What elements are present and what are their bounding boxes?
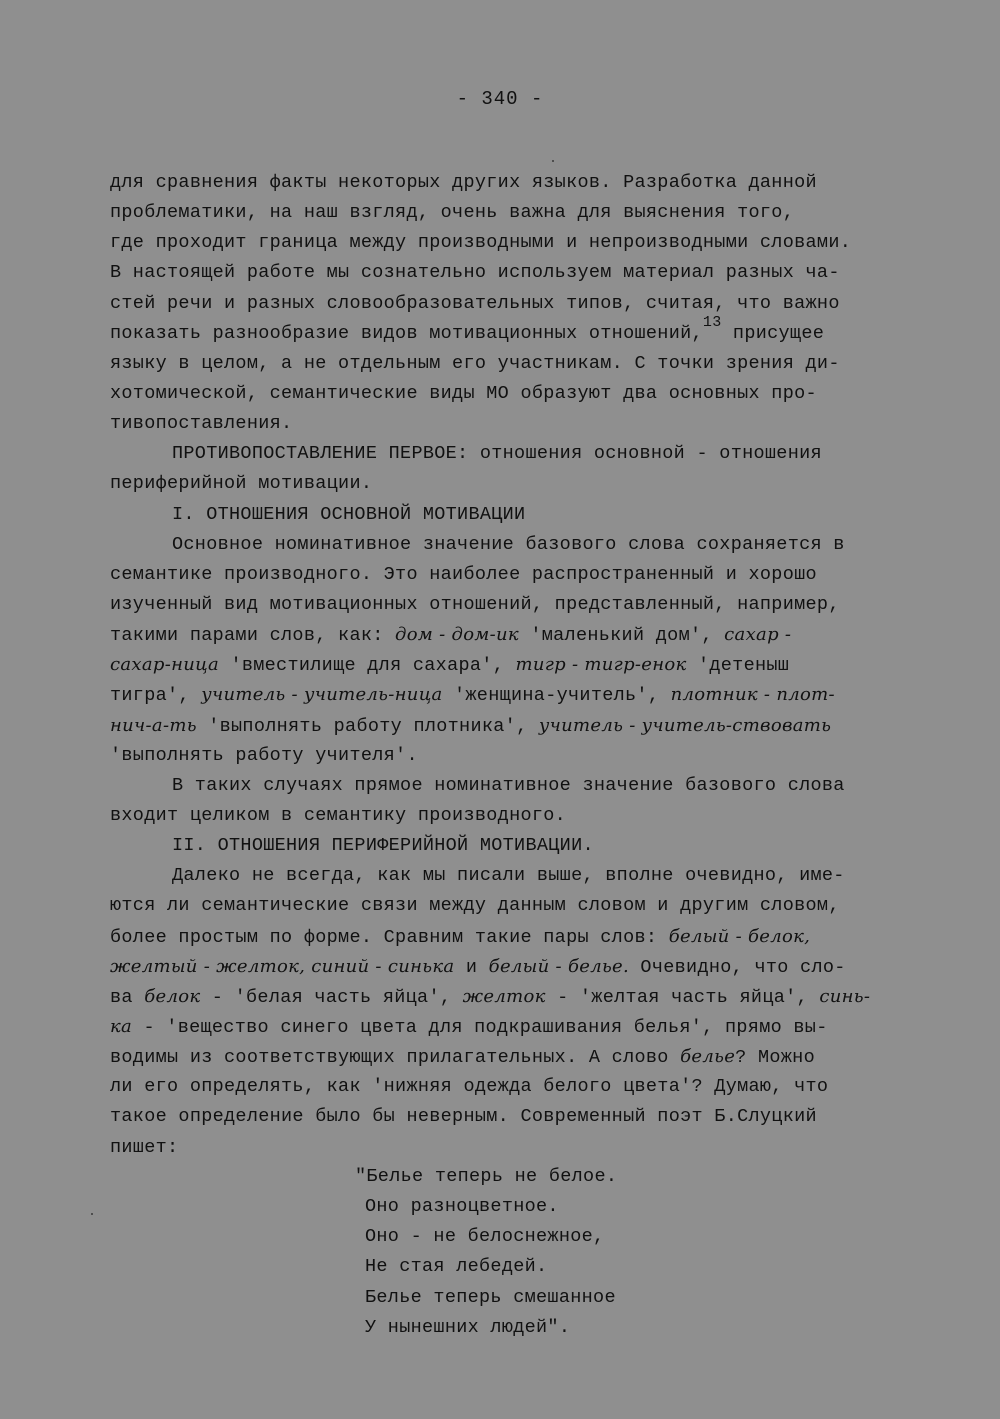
text-segment: 'маленький дом', <box>518 625 725 647</box>
text-line <box>110 1012 900 1042</box>
poem-line: "Белье теперь не белое. <box>355 1166 618 1187</box>
example-word: желтый - желток, синий - синька <box>110 955 455 977</box>
poem-quote <box>355 1162 617 1343</box>
text-line: языку в целом, а не отдельным его участникам. С точки зрения ди- <box>110 352 840 374</box>
text-line: В таких случаях прямое номинативное значение базового слова <box>172 774 845 796</box>
example-word: учитель - учитель-ница <box>201 684 443 706</box>
text-line: периферийной мотивации. <box>110 473 373 495</box>
example-word: сахар - <box>724 624 792 646</box>
text-segment: водимы из соответствующих прилагательных. А слово <box>110 1047 681 1069</box>
text-segment: 'вместилище для сахара', <box>219 655 516 677</box>
text-line: тивопоставления. <box>110 413 293 435</box>
example-word: белок <box>144 985 201 1007</box>
text-line: входит целиком в семантику производного. <box>110 804 567 826</box>
text-line: семантике производного. Это наиболее распространенный и хорошо <box>110 563 817 585</box>
page-number: - 340 - <box>456 88 544 110</box>
body-text <box>110 168 900 1163</box>
text-segment: показать разнообразие видов мотивационных отношений, <box>110 322 703 344</box>
text-line: такое определение было бы неверным. Современный поэт Б.Слуцкий <box>110 1106 817 1128</box>
text-segment: присущее <box>721 322 825 344</box>
example-word: белый - белок, <box>668 925 811 947</box>
section-heading: II. ОТНОШЕНИЯ ПЕРИФЕРИЙНОЙ МОТИВАЦИИ. <box>172 835 594 857</box>
text-segment: более простым по форме. Сравним такие пары слов: <box>110 926 669 948</box>
poem-line: Белье теперь смешанное <box>365 1286 616 1308</box>
text-line: Далеко не всегда, как мы писали выше, вполне очевидно, име- <box>172 865 845 887</box>
poem-line: Оно - не белоснежное, <box>365 1226 605 1248</box>
text-line: стей речи и разных словообразовательных типов, считая, что важно <box>110 292 840 314</box>
text-line: ются ли семантические связи между данным словом и другим словом, <box>110 895 840 917</box>
poem-line: У нынешних людей". <box>365 1316 571 1338</box>
text-line: проблематики, на наш взгляд, очень важна для выяснения того, <box>110 202 795 224</box>
text-segment: и <box>454 956 489 978</box>
text-line: Основное номинативное значение базового слова сохраняется в <box>172 533 845 555</box>
text-line <box>110 650 900 680</box>
text-segment: ? Можно <box>735 1047 815 1069</box>
example-word: ка <box>110 1015 133 1037</box>
text-segment: 'женщина-учитель', <box>442 685 671 707</box>
text-line: для сравнения факты некоторых других языков. Разработка данной <box>110 172 817 193</box>
text-line: 'выполнять работу учителя'. <box>110 744 418 766</box>
example-word: сахар-ница <box>110 654 220 676</box>
text-segment: такими парами слов, как: <box>110 625 396 647</box>
text-line <box>110 982 900 1012</box>
text-line <box>110 922 900 952</box>
text-segment: - 'вещество синего цвета для подкрашивания белья', прямо вы- <box>132 1016 828 1038</box>
example-word: белье <box>680 1046 736 1068</box>
text-segment: - 'белая часть яйца', <box>200 986 463 1008</box>
text-segment: ва <box>110 986 145 1008</box>
text-line: изученный вид мотивационных отношений, представленный, например, <box>110 593 840 615</box>
example-word: учитель - учитель-ствовать <box>538 714 832 736</box>
text-segment: Очевидно, что сло- <box>629 956 846 978</box>
text-line <box>110 952 900 982</box>
poem-line: Не стая лебедей. <box>365 1256 548 1278</box>
text-line: где проходит граница между производными и непроизводными словами. <box>110 232 852 254</box>
scan-speck <box>552 160 554 162</box>
text-line: ли его определять, как 'нижняя одежда белого цвета'? Думаю, что <box>110 1076 829 1098</box>
text-line: ПРОТИВОПОСТАВЛЕНИЕ ПЕРВОЕ: отношения основной - отношения <box>172 443 822 465</box>
text-segment: - 'желтая часть яйца', <box>545 986 820 1008</box>
text-line: В настоящей работе мы сознательно используем материал разных ча- <box>110 262 840 284</box>
text-line <box>110 680 900 710</box>
text-line <box>110 313 900 349</box>
text-segment: 'выполнять работу плотника', <box>196 715 539 737</box>
text-line: хотомической, семантические виды МО образуют два основных про- <box>110 382 817 404</box>
example-word: синь- <box>819 985 871 1007</box>
scan-speck <box>91 1213 93 1215</box>
text-line <box>110 620 900 650</box>
example-word: плотник - плот- <box>670 684 835 706</box>
footnote-marker: 13 <box>702 313 722 331</box>
text-line: пишет: <box>110 1136 179 1158</box>
example-word: желток <box>462 985 546 1007</box>
example-word: белый - белье. <box>488 955 630 977</box>
text-line <box>110 1042 900 1072</box>
example-word: тигр - тигр-енок <box>515 654 687 676</box>
example-word: дом - дом-ик <box>395 624 519 646</box>
text-segment: 'детеныш <box>686 655 790 677</box>
poem-line: Оно разноцветное. <box>365 1196 559 1218</box>
text-line <box>110 711 900 741</box>
text-segment: тигра', <box>110 685 202 707</box>
example-word: нич-а-ть <box>110 714 197 736</box>
section-heading: I. ОТНОШЕНИЯ ОСНОВНОЙ МОТИВАЦИИ <box>172 503 526 525</box>
